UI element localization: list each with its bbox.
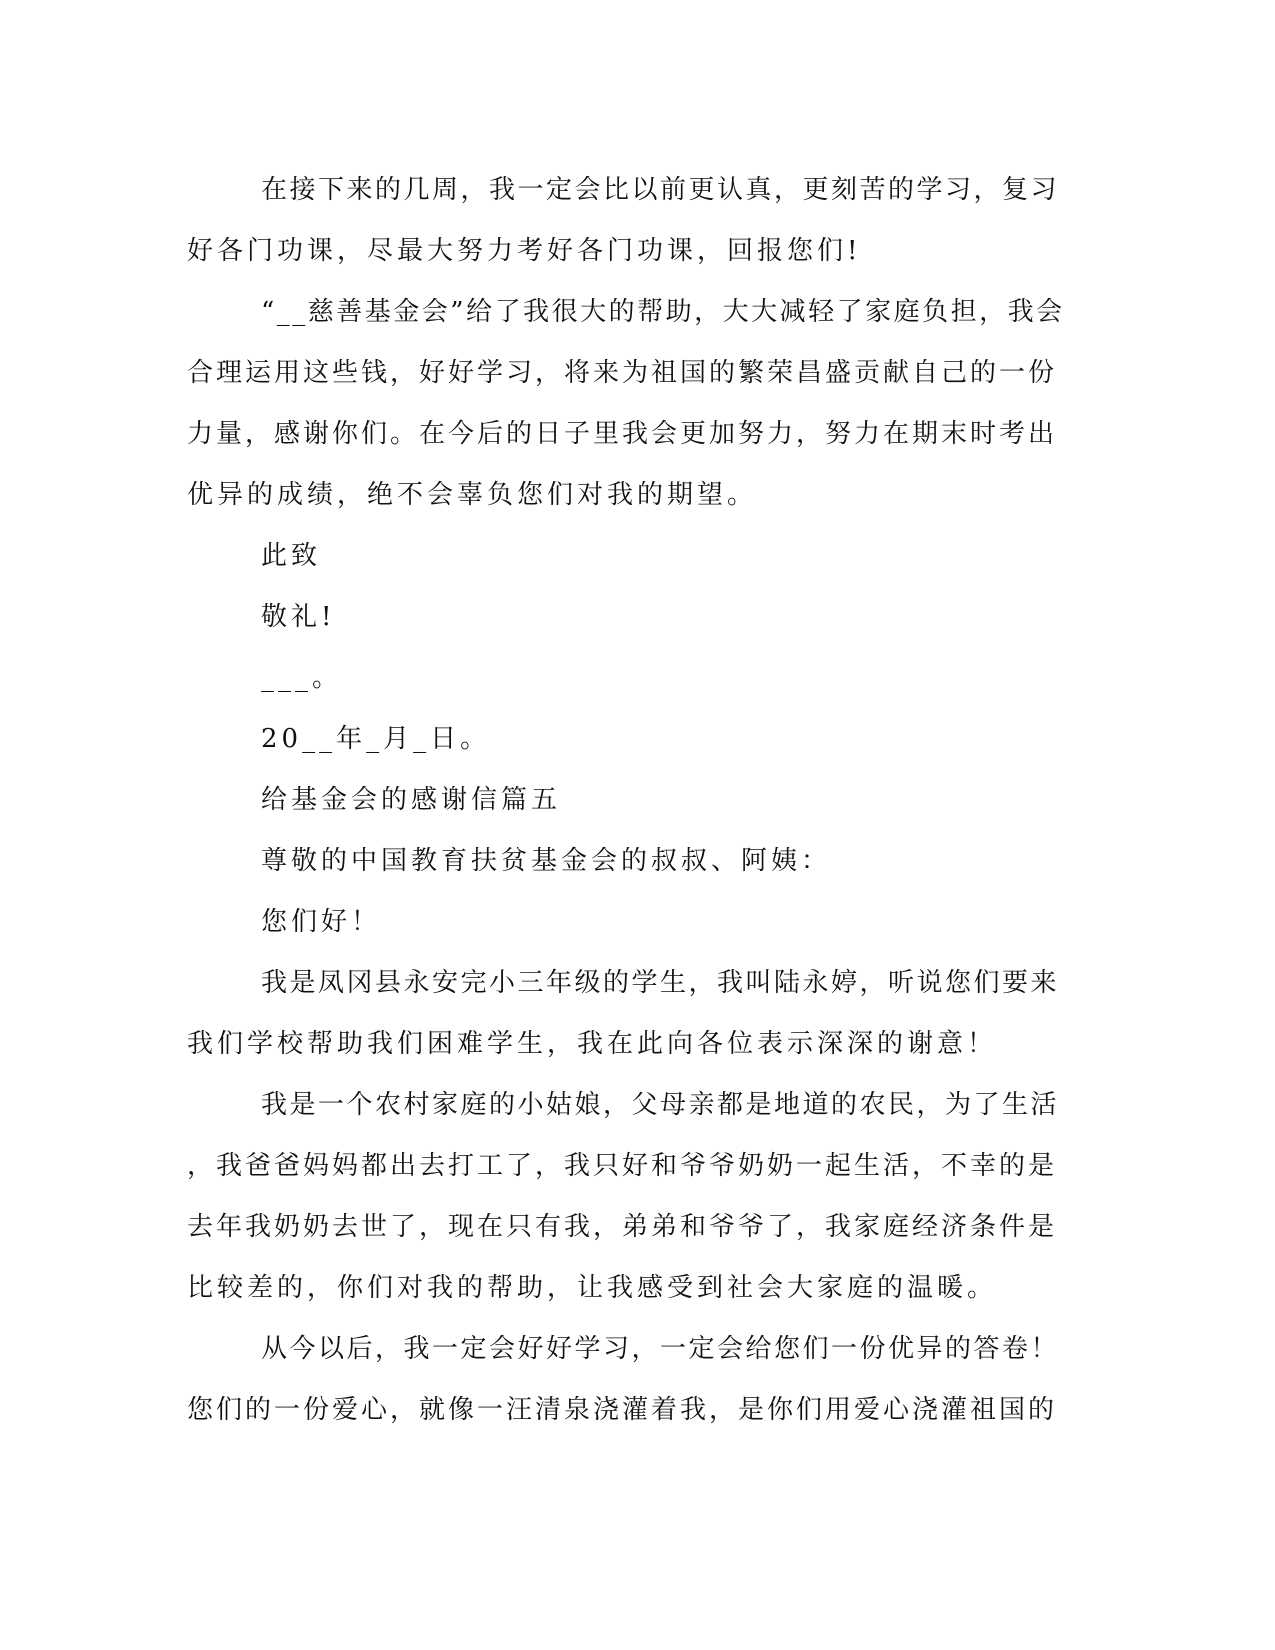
text-line: 优异的成绩，绝不会辜负您们对我的期望。 bbox=[187, 480, 758, 510]
text-line: 在接下来的几周，我一定会比以前更认真，更刻苦的学习，复习 bbox=[261, 175, 1060, 205]
text-line: 去年我奶奶去世了，现在只有我，弟弟和爷爷了，我家庭经济条件是 bbox=[187, 1212, 1058, 1242]
signature-blank: ___。 bbox=[261, 663, 343, 693]
text-line: 我们学校帮助我们困难学生，我在此向各位表示深深的谢意！ bbox=[187, 1029, 998, 1059]
closing-regards: 敬礼! bbox=[261, 602, 336, 632]
closing-salutation: 此致 bbox=[261, 541, 322, 571]
text-line: 合理运用这些钱，好好学习，将来为祖国的繁荣昌盛贡献自己的一份 bbox=[187, 358, 1058, 388]
greeting: 您们好！ bbox=[261, 907, 382, 937]
text-line: 您们的一份爱心，就像一汪清泉浇灌着我，是你们用爱心浇灌祖国的 bbox=[187, 1395, 1058, 1425]
text-line: “__慈善基金会”给了我很大的帮助，大大减轻了家庭负担，我会 bbox=[261, 297, 1065, 327]
greeting-recipient: 尊敬的中国教育扶贫基金会的叔叔、阿姨： bbox=[261, 846, 832, 876]
section-heading: 给基金会的感谢信篇五 bbox=[261, 785, 562, 815]
text-line: 好各门功课，尽最大努力考好各门功课，回报您们! bbox=[187, 236, 862, 266]
text-line: 我是一个农村家庭的小姑娘，父母亲都是地道的农民，为了生活 bbox=[261, 1090, 1060, 1120]
text-line: 力量，感谢你们。在今后的日子里我会更加努力，努力在期末时考出 bbox=[187, 419, 1058, 449]
letter-body bbox=[187, 160, 1067, 1441]
text-line: 从今以后，我一定会好好学习，一定会给您们一份优异的答卷！ bbox=[261, 1334, 1060, 1364]
date-line: 20__年_月_日。 bbox=[261, 724, 491, 754]
text-line: ，我爸爸妈妈都出去打工了，我只好和爷爷奶奶一起生活，不幸的是 bbox=[187, 1151, 1058, 1181]
text-line: 我是凤冈县永安完小三年级的学生，我叫陆永婷，听说您们要来 bbox=[261, 968, 1060, 998]
text-line: 比较差的，你们对我的帮助，让我感受到社会大家庭的温暖。 bbox=[187, 1273, 998, 1303]
